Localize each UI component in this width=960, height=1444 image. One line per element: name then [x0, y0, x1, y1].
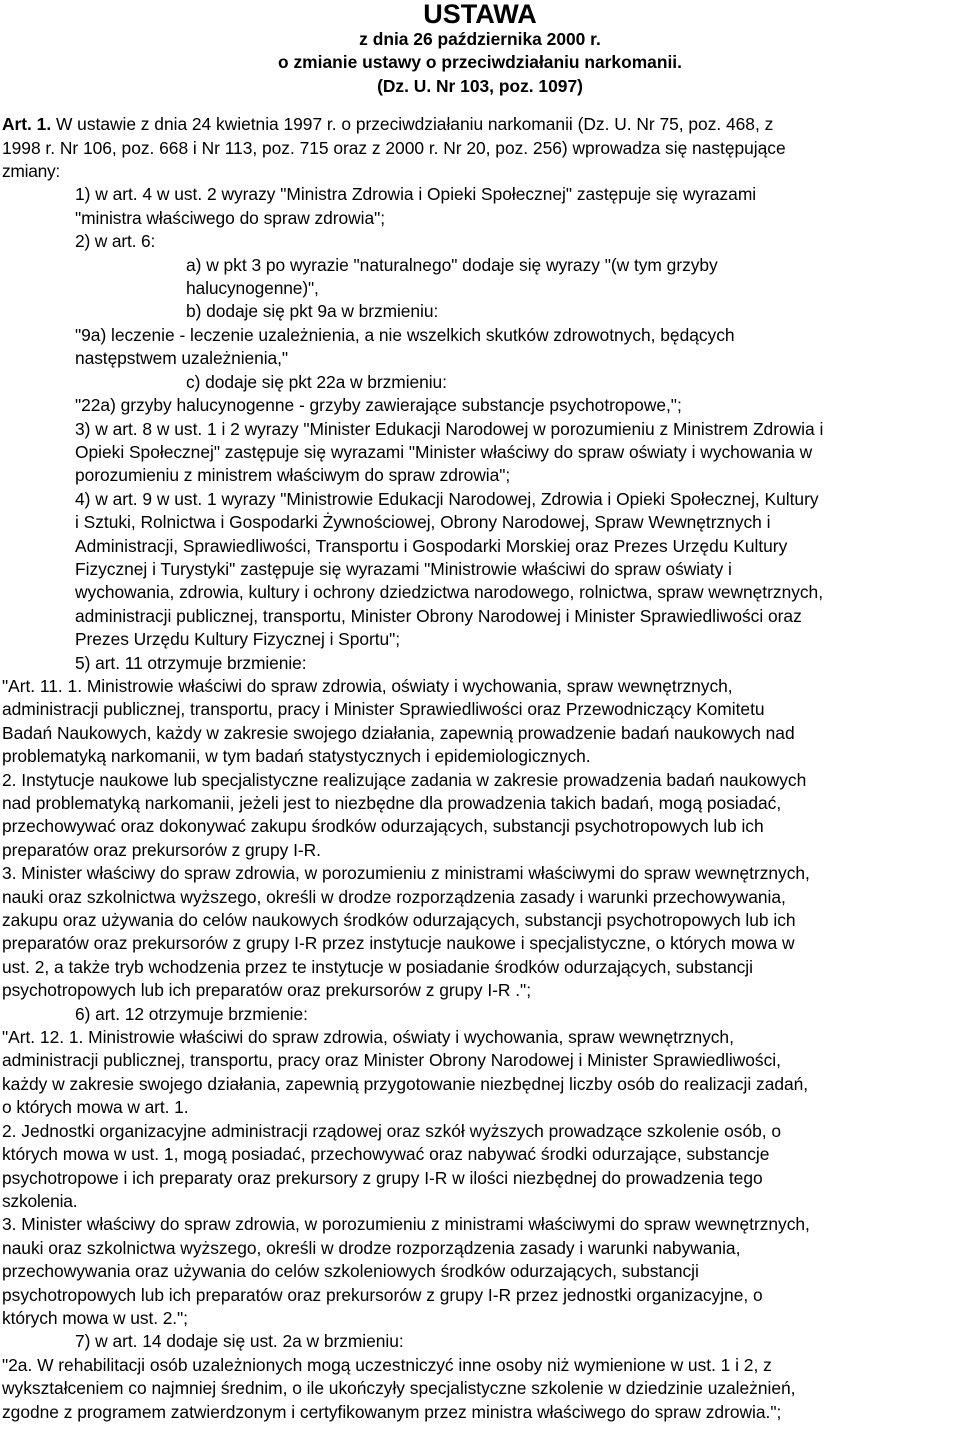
line-text: Administracji, Sprawiedliwości, Transportu i Gospodarki Morskiej oraz Prezes Urzędu Kultury	[75, 535, 788, 556]
text-line	[2, 675, 958, 698]
line-text: nauki oraz szkolnictwa wyższego, określi w drodze rozporządzenia zasady i warunki nabywania,	[2, 1237, 741, 1258]
line-text: wychowania, zdrowia, kultury i ochrony dziedzictwa narodowego, rolnictwa, spraw wewnętrznych,	[75, 582, 824, 603]
text-line	[2, 1401, 958, 1424]
text-line	[2, 371, 958, 394]
text-line	[2, 839, 958, 862]
text-line	[2, 1377, 958, 1400]
line-text: przechowywania oraz używania do celów szkoleniowych środków odurzających, substancji	[2, 1261, 699, 1282]
line-text: psychotropowych lub ich preparatów oraz prekursorów z grupy I-R przez jednostki organizacyjne, o	[2, 1284, 763, 1305]
line-text: o których mowa w art. 1.	[2, 1097, 189, 1118]
line-text: "ministra właściwego do spraw zdrowia";	[75, 207, 385, 228]
document-title: USTAWA	[423, 0, 537, 29]
line-text: administracji publicznej, transportu, Minister Obrony Narodowej i Minister Sprawiedliwości oraz	[75, 605, 802, 626]
text-line	[2, 932, 958, 955]
line-text: Prezes Urzędu Kultury Fizycznej i Sportu";	[75, 629, 401, 650]
line-text: Fizycznej i Turystyki" zastępuje się wyrazami "Ministrowie właściwi do spraw oświaty i	[75, 558, 732, 579]
line-text: Opieki Społecznej" zastępuje się wyrazami "Minister właściwy do spraw oświaty i wychowania w	[75, 441, 813, 462]
text-line	[2, 277, 958, 300]
line-text: "Art. 11. 1. Ministrowie właściwi do spraw zdrowia, oświaty i wychowania, spraw wewnętrznych,	[2, 675, 733, 696]
text-line	[2, 815, 958, 838]
document-date: z dnia 26 października 2000 r.	[359, 29, 601, 49]
text-line	[2, 862, 958, 885]
document-body	[2, 113, 958, 1424]
line-text: 2. Instytucje naukowe lub specjalistyczne realizujące zadania w zakresie prowadzenia badań naukowych	[2, 769, 807, 790]
text-line	[2, 511, 958, 534]
text-line	[2, 230, 958, 253]
text-line	[2, 137, 958, 160]
line-text: 2. Jednostki organizacyjne administracji rządowej oraz szkół wyższych prowadzące szkolenie osób, o	[2, 1120, 782, 1141]
line-text: problematyką narkomanii, w tym badań statystycznych i epidemiologicznych.	[2, 746, 591, 767]
line-text: i Sztuki, Rolnictwa i Gospodarki Żywnościowej, Obrony Narodowej, Spraw Wewnętrznych i	[75, 512, 771, 533]
text-line	[2, 1167, 958, 1190]
text-line	[2, 1307, 958, 1330]
text-line	[2, 1096, 958, 1119]
text-line	[2, 1049, 958, 1072]
line-text: ust. 2, a także tryb wchodzenia przez te instytucje w posiadanie środków odurzających, substancji	[2, 956, 753, 977]
text-line	[2, 464, 958, 487]
text-line	[2, 909, 958, 932]
text-line	[2, 581, 958, 604]
line-text: "2a. W rehabilitacji osób uzależnionych mogą uczestniczyć inne osoby niż wymienione w ust. 1 i 2, z	[2, 1354, 772, 1375]
article-number: Art. 1.	[2, 114, 52, 135]
text-line	[2, 535, 958, 558]
text-line	[2, 160, 958, 183]
line-text: 7) w art. 14 dodaje się ust. 2a w brzmieniu:	[75, 1331, 404, 1352]
line-text: 3. Minister właściwy do spraw zdrowia, w porozumieniu z ministrami właściwymi do spraw wewnętrznych,	[2, 863, 810, 884]
line-text: administracji publicznej, transportu, pracy i Minister Sprawiedliwości oraz Przewodniczący Komitetu	[2, 699, 765, 720]
line-text: 3) w art. 8 w ust. 1 i 2 wyrazy "Minister Edukacji Narodowej w porozumieniu z Ministrem Zdrowia i	[75, 418, 824, 439]
text-line	[2, 347, 958, 370]
line-text: "9a) leczenie - leczenie uzależnienia, a nie wszelkich skutków zdrowotnych, będących	[75, 324, 735, 345]
text-line	[2, 1237, 958, 1260]
line-text: wykształceniem co najmniej średnim, o ile ukończyły specjalistyczne szkolenie w dziedzinie uzależnień,	[2, 1378, 796, 1399]
line-text: 1) w art. 4 w ust. 2 wyrazy "Ministra Zdrowia i Opieki Społecznej" zastępuje się wyrazami	[75, 184, 757, 205]
text-line	[2, 722, 958, 745]
line-text: psychotropowych lub ich preparatów oraz prekursorów z grupy I-R .";	[2, 980, 532, 1001]
line-text: nad problematyką narkomanii, jeżeli jest to niezbędne dla prowadzenia takich badań, mogą posiadać,	[2, 793, 782, 813]
line-text: 2) w art. 6:	[75, 231, 156, 252]
line-text: halucynogenne)",	[186, 278, 319, 299]
line-text: preparatów oraz prekursorów z grupy I-R przez instytucje naukowe i specjalistyczne, o których mowa w	[2, 933, 795, 954]
text-line	[2, 207, 958, 230]
text-line	[2, 1073, 958, 1096]
text-line	[2, 956, 958, 979]
line-text: których mowa w ust. 2.";	[2, 1307, 188, 1328]
text-line	[2, 441, 958, 464]
text-line	[2, 488, 958, 511]
text-line	[2, 183, 958, 206]
line-text: każdy w zakresie swojego działania, zapewnią przygotowanie niezbędnej liczby osób do realizacji zadań,	[2, 1073, 809, 1094]
text-line	[2, 1120, 958, 1143]
text-line	[2, 1143, 958, 1166]
text-line	[2, 792, 958, 815]
line-text: 1998 r. Nr 106, poz. 668 i Nr 113, poz. 715 oraz z 2000 r. Nr 20, poz. 256) wprowadza się następujące	[2, 137, 786, 158]
text-line	[2, 113, 958, 136]
document-page	[2, 0, 958, 1424]
text-line	[2, 979, 958, 1002]
line-text: szkolenia.	[2, 1190, 78, 1211]
line-text: W ustawie z dnia 24 kwietnia 1997 r. o przeciwdziałaniu narkomanii (Dz. U. Nr 75, poz. 468, z	[51, 114, 774, 135]
text-line	[2, 605, 958, 628]
text-line	[2, 769, 958, 792]
text-line	[2, 324, 958, 347]
text-line	[2, 1284, 958, 1307]
text-line	[2, 1026, 958, 1049]
document-reference: (Dz. U. Nr 103, poz. 1097)	[377, 75, 583, 96]
text-line	[2, 1330, 958, 1353]
line-text: preparatów oraz prekursorów z grupy I-R.	[2, 839, 321, 860]
text-line	[2, 745, 958, 768]
text-line	[2, 1354, 958, 1377]
text-line	[2, 652, 958, 675]
line-text: administracji publicznej, transportu, pracy oraz Minister Obrony Narodowej i Minister Sprawiedliwości,	[2, 1050, 781, 1071]
line-text: 5) art. 11 otrzymuje brzmienie:	[75, 652, 307, 673]
line-text: "22a) grzyby halucynogenne - grzyby zawierające substancje psychotropowe,";	[75, 395, 682, 416]
line-text: przechowywać oraz dokonywać zakupu środków odurzających, substancji psychotropowych lub ich	[2, 816, 764, 837]
line-text: 6) art. 12 otrzymuje brzmienie:	[75, 1003, 308, 1024]
line-text: c) dodaje się pkt 22a w brzmieniu:	[186, 371, 447, 392]
text-line	[2, 394, 958, 417]
text-line	[2, 418, 958, 441]
line-text: zakupu oraz używania do celów naukowych środków odurzających, substancji psychotropowych lub ich	[2, 910, 796, 931]
line-text: następstwem uzależnienia,"	[75, 348, 288, 369]
line-text: b) dodaje się pkt 9a w brzmieniu:	[186, 301, 439, 322]
line-text: 3. Minister właściwy do spraw zdrowia, w porozumieniu z ministrami właściwymi do spraw wewnętrznych,	[2, 1214, 810, 1235]
line-text: 4) w art. 9 w ust. 1 wyrazy "Ministrowie Edukacji Narodowej, Zdrowia i Opieki Społecznej, Kultury	[75, 488, 819, 509]
document-subject: o zmianie ustawy o przeciwdziałaniu narkomanii.	[278, 52, 682, 73]
text-line	[2, 1213, 958, 1236]
line-text: psychotropowe i ich preparaty oraz prekursory z grupy I-R w ilości niezbędnej do prowadzenia tego	[2, 1167, 763, 1188]
text-line	[2, 698, 958, 721]
text-line	[2, 1260, 958, 1283]
text-line	[2, 886, 958, 909]
text-line	[2, 1003, 958, 1026]
line-text: Badań Naukowych, każdy w zakresie swojego działania, zapewnią prowadzenie badań naukowych nad	[2, 722, 795, 743]
text-line	[2, 558, 958, 581]
line-text: "Art. 12. 1. Ministrowie właściwi do spraw zdrowia, oświaty i wychowania, spraw wewnętrznych,	[2, 1027, 734, 1048]
line-text: a) w pkt 3 po wyrazie "naturalnego" dodaje się wyrazy "(w tym grzyby	[186, 254, 718, 275]
line-text: zgodne z programem zatwierdzonym i certyfikowanym przez ministra właściwego do spraw zdrowia.";	[2, 1401, 782, 1422]
line-text: których mowa w ust. 1, mogą posiadać, przechowywać oraz nabywać środki odurzające, substancje	[2, 1144, 770, 1165]
text-line	[2, 300, 958, 323]
line-text: nauki oraz szkolnictwa wyższego, określi w drodze rozporządzenia zasady i warunki przechowywania,	[2, 886, 786, 907]
text-line	[2, 628, 958, 651]
line-text: zmiany:	[2, 161, 60, 182]
text-line	[2, 254, 958, 277]
text-line	[2, 1190, 958, 1213]
line-text: porozumieniu z ministrem właściwym do spraw zdrowia";	[75, 465, 511, 486]
